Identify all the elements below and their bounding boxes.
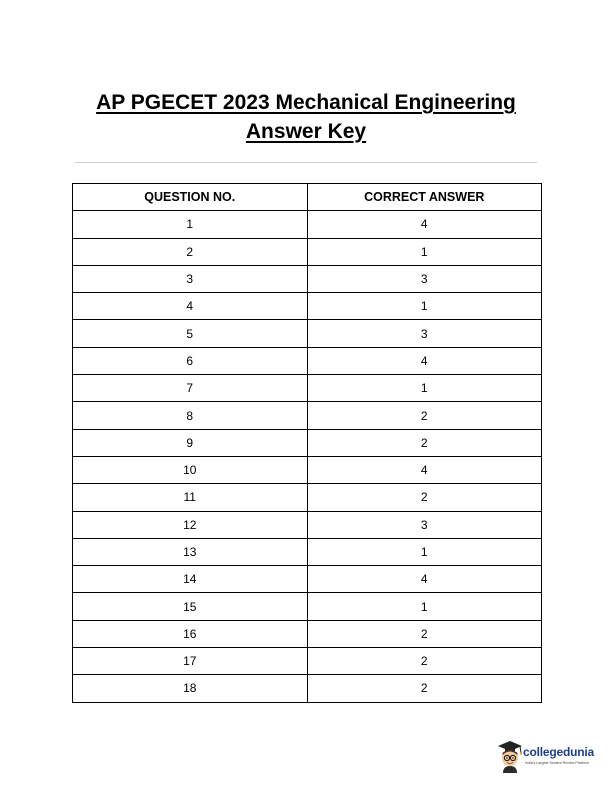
correct-answer-cell: 2 (307, 675, 542, 702)
correct-answer-cell: 4 (307, 456, 542, 483)
correct-answer-cell: 1 (307, 593, 542, 620)
correct-answer-cell: 1 (307, 375, 542, 402)
question-number-cell: 5 (73, 320, 308, 347)
correct-answer-cell: 2 (307, 429, 542, 456)
title-line-2: Answer Key (245, 120, 367, 143)
correct-answer-cell: 1 (307, 293, 542, 320)
question-number-cell: 6 (73, 347, 308, 374)
table-row (73, 675, 542, 702)
correct-answer-cell: 3 (307, 265, 542, 292)
table-row (73, 293, 542, 320)
question-number-cell: 2 (73, 238, 308, 265)
table-row (73, 320, 542, 347)
correct-answer-cell: 4 (307, 211, 542, 238)
correct-answer-cell: 1 (307, 538, 542, 565)
question-number-cell: 12 (73, 511, 308, 538)
correct-answer-cell: 1 (307, 238, 542, 265)
document-title (40, 88, 572, 146)
table-row (73, 402, 542, 429)
answer-key-table (72, 183, 542, 703)
table-row (73, 429, 542, 456)
collegedunia-logo (496, 738, 608, 778)
horizontal-divider (75, 162, 537, 163)
table-row (73, 347, 542, 374)
table-row (73, 375, 542, 402)
question-number-cell: 8 (73, 402, 308, 429)
brand-tagline: India's Largest Student Review Platform (525, 761, 589, 765)
question-number-cell: 11 (73, 484, 308, 511)
correct-answer-cell: 3 (307, 511, 542, 538)
table-row (73, 538, 542, 565)
table-row (73, 484, 542, 511)
question-number-cell: 16 (73, 620, 308, 647)
table-row (73, 566, 542, 593)
column-header-question-no: QUESTION NO. (73, 184, 308, 211)
table-row (73, 511, 542, 538)
question-number-cell: 14 (73, 566, 308, 593)
question-number-cell: 3 (73, 265, 308, 292)
graduate-mascot-icon (496, 738, 524, 774)
table-header-row (73, 184, 542, 211)
table-row (73, 211, 542, 238)
table-row (73, 648, 542, 675)
question-number-cell: 17 (73, 648, 308, 675)
correct-answer-cell: 4 (307, 566, 542, 593)
title-line-1: AP PGECET 2023 Mechanical Engineering (96, 91, 516, 114)
table-row (73, 593, 542, 620)
correct-answer-cell: 4 (307, 347, 542, 374)
question-number-cell: 18 (73, 675, 308, 702)
correct-answer-cell: 2 (307, 484, 542, 511)
brand-name: collegedunia (523, 745, 594, 759)
question-number-cell: 1 (73, 211, 308, 238)
question-number-cell: 13 (73, 538, 308, 565)
correct-answer-cell: 2 (307, 402, 542, 429)
table-row (73, 620, 542, 647)
table-row (73, 265, 542, 292)
correct-answer-cell: 2 (307, 620, 542, 647)
table-row (73, 238, 542, 265)
correct-answer-cell: 2 (307, 648, 542, 675)
table-row (73, 456, 542, 483)
correct-answer-cell: 3 (307, 320, 542, 347)
question-number-cell: 10 (73, 456, 308, 483)
question-number-cell: 4 (73, 293, 308, 320)
question-number-cell: 7 (73, 375, 308, 402)
question-number-cell: 15 (73, 593, 308, 620)
question-number-cell: 9 (73, 429, 308, 456)
column-header-correct-answer: CORRECT ANSWER (307, 184, 542, 211)
